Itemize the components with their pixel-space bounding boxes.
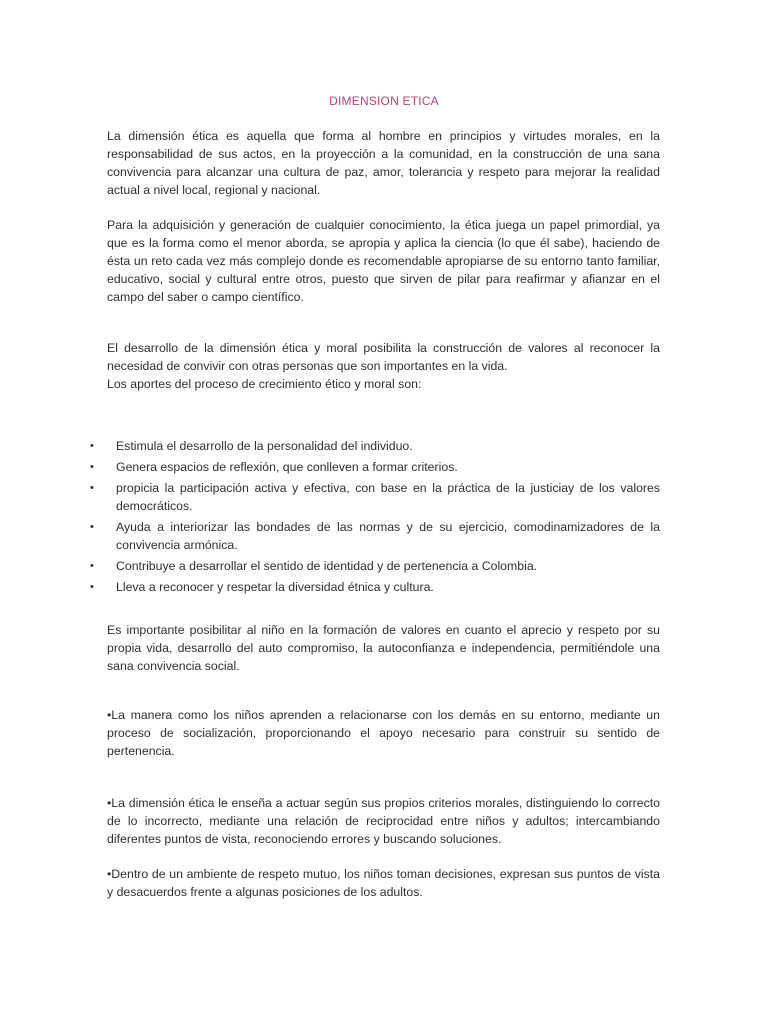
list-item-text: Ayuda a interiorizar las bondades de las normas y de su ejercicio, comodinamizadores de la convivencia armónica. [116,520,660,552]
bullet-icon: • [90,482,94,494]
list-item [90,518,660,554]
bullet-icon: • [90,581,94,593]
list-item-text: propicia la participación activa y efectiva, con base en la práctica de la justiciay de los valores democráticos. [116,481,660,513]
list-item [90,578,660,596]
paragraph-values-formation: Es importante posibilitar al niño en la formación de valores en cuanto el aprecio y respeto por su propia vida, desarrollo del auto compromiso, la autoconfianza e independencia, permitiéndole una sana convivencia social. [107,623,660,673]
paragraph-development: El desarrollo de la dimensión ética y moral posibilita la construcción de valores al reconocer la necesidad de convivir con otras personas que son importantes en la vida. [107,341,660,373]
list-item-text: Estimula el desarrollo de la personalidad del individuo. [116,439,413,453]
list-item [90,557,660,575]
paragraph-mutual-respect: •Dentro de un ambiente de respeto mutuo, los niños toman decisiones, expresan sus puntos de vista y desacuerdos frente a algunas posiciones de los adultos. [107,867,660,899]
bullet-icon: • [90,440,94,452]
list-item [90,479,660,515]
list-item-text: Genera espacios de reflexión, que conlleven a formar criterios. [116,460,458,474]
paragraph-knowledge: Para la adquisición y generación de cualquier conocimiento, la ética juega un papel primordial, ya que es la forma como el menor aborda, se apropia y aplica la ciencia (lo que él sabe), haciendo de ésta un reto cada vez más complejo donde es recomendable apropiarse de su entorno tanto familiar, educativo, social y cultural entre otros, puesto que sirven de pilar para reafirmar y afianzar en el campo del saber o campo científico. [107,218,660,304]
list-item-text: Lleva a reconocer y respetar la diversidad étnica y cultura. [116,580,434,594]
paragraph-moral-criteria: •La dimensión ética le enseña a actuar según sus propios criterios morales, distinguiendo lo correcto de lo incorrecto, mediante una relación de reciprocidad entre niños y adultos; intercambiando diferentes puntos de vista, reconociendo errores y buscando soluciones. [107,796,660,846]
contributions-list [90,437,660,596]
paragraph-contributions-intro: Los aportes del proceso de crecimiento ético y moral son: [107,377,422,391]
document-title: DIMENSION ETICA [329,94,439,108]
bullet-icon: • [90,560,94,572]
paragraph-socialization: •La manera como los niños aprenden a relacionarse con los demás en su entorno, mediante un proceso de socialización, proporcionando el apoyo necesario para construir su sentido de pertenencia. [107,708,660,758]
bullet-icon: • [90,461,94,473]
list-item-text: Contribuye a desarrollar el sentido de identidad y de pertenencia a Colombia. [116,559,538,573]
paragraph-definition: La dimensión ética es aquella que forma al hombre en principios y virtudes morales, en la responsabilidad de sus actos, en la proyección a la comunidad, en la construcción de una sana convivencia para alcanzar una cultura de paz, amor, tolerancia y respeto para mejorar la realidad actual a nivel local, regional y nacional. [107,129,660,197]
list-item [90,458,660,476]
list-item [90,437,660,455]
bullet-icon: • [90,521,94,533]
